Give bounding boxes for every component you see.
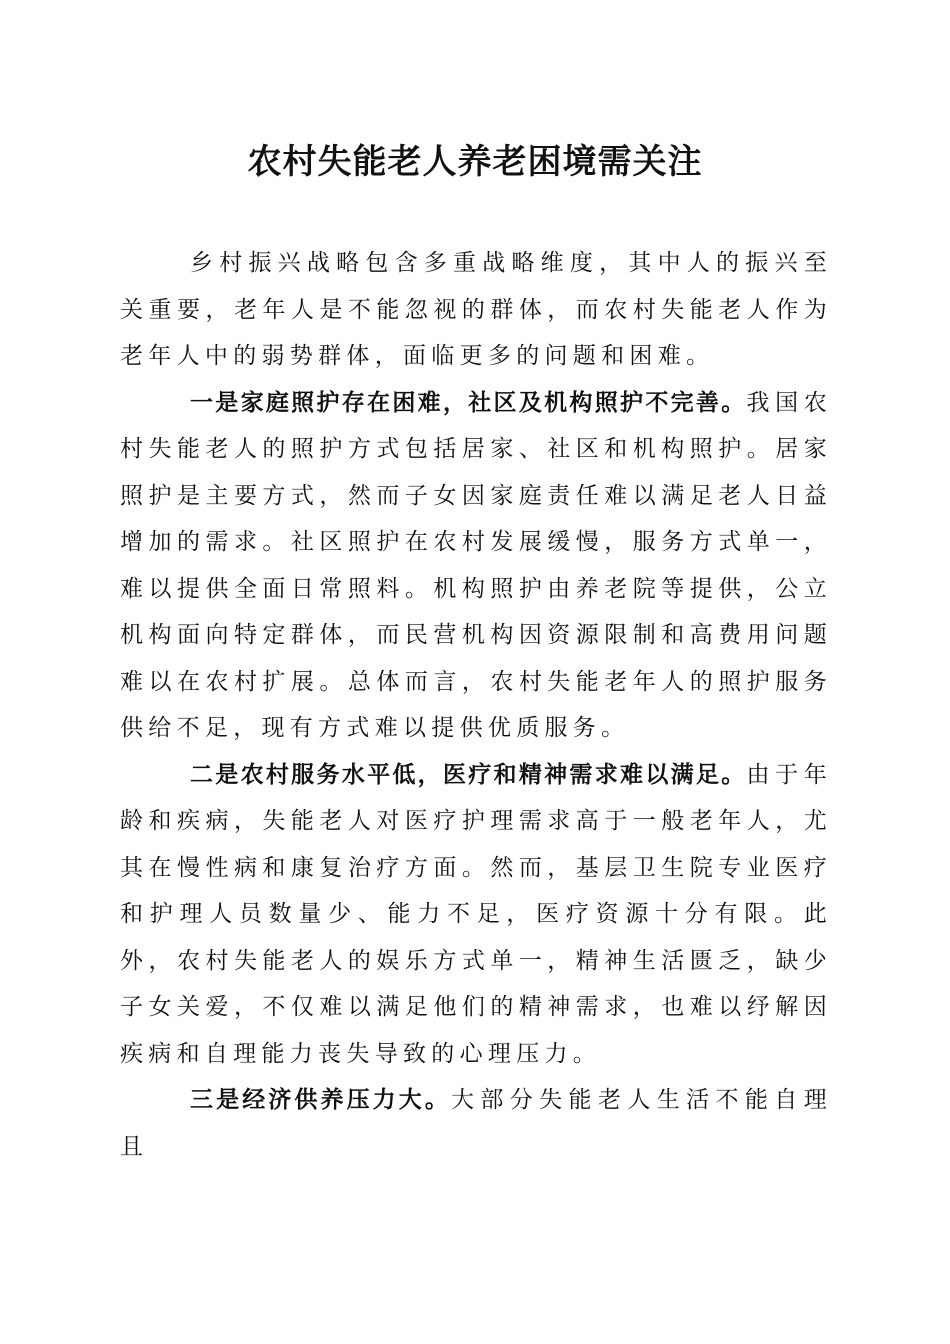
- paragraph-point-one: [120, 380, 832, 752]
- paragraph-text: 由于年龄和疾病，失能老人对医疗护理需求高于一般老年人，尤其在慢性病和康复治疗方面。然而，基层卫生院专业医疗和护理人员数量少、能力不足，医疗资源十分有限。此外，农村失能老人的娱乐方式单一，精神生活匮乏，缺少子女关爱，不仅难以满足他们的精神需求，也难以纾解因疾病和自理能力丧失导致的心理压力。: [120, 761, 833, 1067]
- paragraph-intro: [120, 240, 832, 380]
- paragraph-point-two: [120, 752, 832, 1078]
- document-title: 农村失能老人养老困境需关注: [247, 142, 703, 182]
- paragraph-text: 我国农村失能老人的照护方式包括居家、社区和机构照护。居家照护是主要方式，然而子女因家庭责任难以满足老人日益增加的需求。社区照护在农村发展缓慢，服务方式单一，难以提供全面日常照料。机构照护由养老院等提供，公立机构面向特定群体，而民营机构因资源限制和高费用问题难以在农村扩展。总体而言，农村失能老年人的照护服务供给不足，现有方式难以提供优质服务。: [120, 389, 833, 741]
- paragraph-lead: 二是农村服务水平低，医疗和精神需求难以满足。: [190, 761, 747, 788]
- paragraph-text: 乡村振兴战略包含多重战略维度，其中人的振兴至关重要，老年人是不能忽视的群体，而农村失能老人作为老年人中的弱势群体，面临更多的问题和困难。: [120, 250, 832, 369]
- paragraph-lead: 一是家庭照护存在困难，社区及机构照护不完善。: [190, 389, 747, 416]
- paragraph-lead: 三是经济供养压力大。: [190, 1087, 451, 1113]
- paragraph-point-three: [120, 1077, 832, 1170]
- document-body: [120, 240, 832, 1170]
- paragraph-text: 大部分失能老人生活不能自理且: [120, 1087, 832, 1160]
